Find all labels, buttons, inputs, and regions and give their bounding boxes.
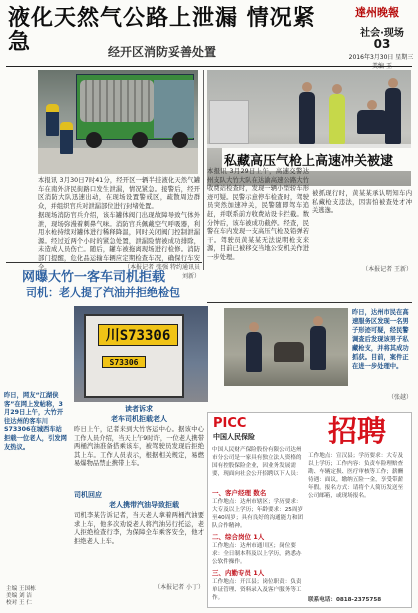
masthead-logo: 達州晚報 — [355, 6, 399, 19]
right-byline: （本报记者 王新） — [362, 266, 412, 273]
ad-right-column: 工作地点：宣汉县；学历要求：大专及以上学历；工作内容：负责车险理赔查勘、车辆定损、医疗审核等工作；薪酬待遇：面议，缴纳五险一金，享受带薪年假。报名方式：请将个人简历发送至公司邮箱，或现场报名。 — [308, 453, 404, 499]
ad-company-name: 中国人民保险 — [213, 433, 255, 441]
mid-headline: 网曝大竹一客车司机拒载 — [22, 270, 166, 285]
officer-head — [388, 78, 398, 88]
section-divider — [6, 262, 202, 263]
firefighter — [60, 122, 73, 154]
arrest-photo — [224, 308, 348, 386]
reader-body: 昨日上午，记者来到大竹客运中心。据该中心工作人员介绍，当天上午9时许，一位老人携带两桶汽油准备搭乘该车，被驾驶员发现后拒绝其上车。工作人员表示，根据相关规定，易燃易爆物品禁止携带上车。 — [74, 426, 204, 468]
officer — [246, 332, 262, 372]
section-divider — [207, 302, 412, 303]
officer-head — [313, 316, 323, 326]
bus-license-plate: S73306 — [102, 356, 146, 368]
reader-headline: 老车司机拒载老人 — [111, 415, 167, 423]
truck-wheel — [132, 132, 148, 148]
mid-byline: （本报记者 小丁） — [154, 584, 204, 591]
footer-proofreader: 校对 王 仁 — [6, 600, 32, 606]
tanker-tank — [80, 80, 154, 122]
lead-headline: 液化天然气公路上泄漏 情况紧急 — [8, 5, 316, 55]
mid-side-note: 昨日，网友“江湖侠客”在网上发帖称，3月29日上午，大竹开往达州的客车川S73306在城西车站拒载一位老人，引发网友热议。 — [4, 392, 67, 451]
ad-section-2: 二、综合岗位 1人 — [212, 533, 265, 541]
lead-caption: 本报讯 3月30日7时41分，经开区一辆半挂液化天然气罐车在南外济民街路口发生泄漏，情况紧急。接警后，经开区消防大队迅速出动，在现场设置警戒区，疏散周边群众，并组织官兵对泄漏部位进行封堵处置。 — [38, 177, 200, 210]
footer-editor: 主编 王国栋 — [6, 586, 36, 592]
officer — [299, 92, 315, 144]
reader-section-label: 读者诉求 — [125, 405, 153, 413]
lead-subheadline: 经开区消防妥善处置 — [108, 45, 217, 59]
right-body-left: 本报讯 3月29日上午，高速交警达州支队大竹大队在达渝高速公路大竹收费站检查时，发现一辆小型轿车形迹可疑。民警示意停车检查时，驾驶员突然加速冲关，民警随即驾车追赶，并联系前方收费站设卡拦截。数分钟后，该车被成功截停。经查，民警在车内发现一支高压气枪及铅弹若干。驾驶员黄某某无法说明枪支来源，目前已被移交当地公安机关作进一步处理。 — [207, 168, 309, 261]
officer-head — [332, 84, 342, 94]
police-byline: （张越） — [387, 394, 412, 401]
lead-photo — [38, 70, 198, 174]
traffic-officer — [329, 94, 345, 144]
page-number: 03 — [373, 37, 391, 51]
footer-designer: 美编 刘 洁 — [6, 593, 32, 599]
top-divider — [6, 66, 412, 67]
ad-contact: 联系电话：0818-2375758 — [308, 597, 382, 603]
ad-section-3: 三、内勤专员 1人 — [212, 569, 265, 577]
section-name: 社会·现场 — [360, 28, 404, 39]
officer — [310, 326, 326, 370]
mid-subheadline: 司机：老人提了汽油并拒绝检包 — [26, 286, 180, 299]
lead-byline: （本报记者 张强 特约通讯员 刘新） — [124, 264, 200, 280]
ad-intro: 中国人民财产保险股份有限公司达州市分公司是一家具有独立法人资格的国有控股保险企业，因业务发展需要，现面向社会公开招聘以下人员： — [212, 447, 302, 477]
police-note: 昨日，达州市民在高速服务区发现一名男子形迹可疑，经民警调查后发现该男子私藏枪支，并将其成功抓获。目前，案件正在进一步处理中。 — [352, 309, 409, 370]
truck-cab — [154, 80, 194, 138]
driver-section-label: 司机回应 — [74, 491, 102, 499]
suspect-head — [367, 100, 377, 110]
driver-headline: 老人携带汽油导致拒载 — [109, 501, 179, 509]
officer-head — [249, 322, 259, 332]
ad-section-1: 一、客户经理 数名 — [212, 489, 267, 497]
firefighter — [46, 104, 59, 136]
right-body-right: 被抓现行时，黄某某承认明知车内私藏枪支违法，因害怕被查处才冲关逃逸。 — [312, 190, 412, 215]
detained-suspect — [357, 110, 387, 134]
ad-section-3-body: 工作地点：开江县；岗位职责：负责单证管理、资料录入及客户服务等工作。 — [212, 579, 302, 601]
issue-date: 2016年3月30日 星期三 — [348, 54, 414, 61]
right-headline: 私藏高压气枪上高速冲关被逮 — [222, 148, 412, 171]
vehicle — [209, 100, 249, 144]
lead-body: 据现场消防官兵介绍，该车罐体阀门出现故障导致气体外泄，现场弥漫着刺鼻气味。消防官兵佩戴空气呼吸器，利用水枪持续对罐体进行稀释降温，同时关闭阀门控制泄漏源。经过近两个小时的紧急处置，泄漏险情被成功排除，未造成人员伤亡。随后，罐车被拖离现场进行检修。消防部门提醒，危化品运输车辆应定期检查车况，确保行车安全。 — [38, 212, 200, 271]
ad-section-2-body: 工作地点：达州市通川区；岗位要求：全日制本科及以上学历，熟悉办公软件操作。 — [212, 543, 302, 565]
column-divider — [203, 70, 204, 270]
ad-section-1-body: 工作地点：达州市辖区；学历要求：大专及以上学历；年龄要求：25周岁至40周岁；具有良好的沟通能力和团队合作精神。 — [212, 499, 304, 529]
suspect — [274, 342, 304, 362]
officer-head — [302, 82, 312, 92]
picc-logo: PICC — [213, 416, 247, 431]
truck-wheel — [172, 132, 188, 148]
bus-photo — [74, 306, 208, 402]
driver-body: 司机李某告诉记者，当天老人拿着两桶汽油要求上车，他多次劝说老人将汽油另行托运，老人拒绝检查行李，为保障全车乘客安全，他才拒绝老人上车。 — [74, 512, 204, 545]
truck-wheel — [86, 132, 102, 148]
officer — [385, 88, 401, 144]
ad-title: 招聘 — [327, 414, 386, 448]
bus-plate-sign: 川S73306 — [98, 324, 178, 346]
